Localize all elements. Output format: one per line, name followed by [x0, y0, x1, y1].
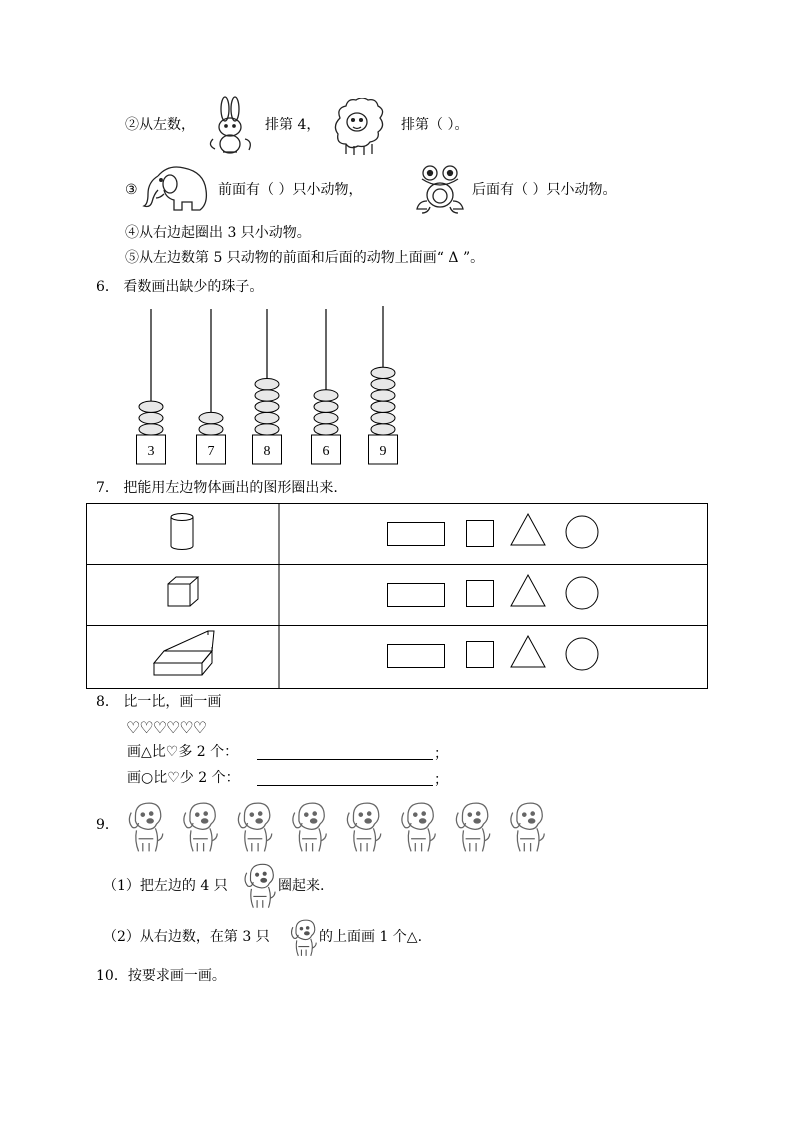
q5-line3-suffix: 后面有（ ）只小动物。 — [472, 182, 617, 198]
abacus-rod-5 — [369, 306, 398, 464]
rabbit-icon — [205, 95, 257, 155]
triangle-icon — [511, 575, 545, 606]
q9-num: 9． — [96, 817, 119, 833]
abacus-rod-4 — [312, 309, 341, 464]
q9-sub2-prefix: （2）从右边数，在第 3 只 — [103, 929, 270, 945]
dog-icon — [511, 803, 544, 851]
q8-title: 8． 比一比，画一画 — [96, 694, 222, 710]
cuboid-icon — [154, 631, 214, 675]
cylinder-icon — [171, 514, 193, 550]
sheep-icon — [332, 98, 384, 156]
q5-line3-prefix: ③ — [125, 182, 138, 198]
q8-line2-label: 画○比♡少 2 个： — [127, 770, 240, 786]
square-icon — [467, 642, 494, 668]
abacus-bead — [371, 390, 395, 401]
q9-sub1-prefix: （1）把左边的 4 只 — [103, 878, 228, 894]
abacus-label: 3 — [147, 444, 155, 459]
q5-line4: ④从右边起圈出 3 只小动物。 — [125, 225, 311, 241]
abacus-bead — [314, 390, 338, 401]
shapes-row-3 — [388, 636, 599, 670]
circle-icon — [566, 516, 598, 548]
q9-sub2-suffix: 的上面画 1 个△. — [319, 929, 423, 945]
q5-line2-middle: 排第 4， — [265, 117, 321, 133]
abacus-bead — [255, 424, 279, 435]
q7-table — [86, 503, 709, 690]
dog-icon — [293, 803, 326, 851]
square-icon — [467, 581, 494, 607]
abacus-bead — [371, 424, 395, 435]
abacus-rod-3 — [253, 309, 282, 464]
q5-line3-middle: 前面有（ ）只小动物， — [218, 182, 363, 198]
q7-title: 7． 把能用左边物体画出的图形圈出来. — [96, 480, 338, 496]
abacus-bead — [314, 424, 338, 435]
square-icon — [467, 521, 494, 547]
abacus-label: 8 — [263, 444, 271, 459]
shapes-row-1 — [388, 514, 599, 548]
abacus-bead — [371, 379, 395, 390]
q10-title: 10．按要求画一画。 — [96, 968, 226, 984]
rectangle-icon — [388, 523, 445, 546]
elephant-icon — [142, 164, 210, 216]
abacus-bead — [139, 424, 163, 435]
q8-line1-label: 画△比♡多 2 个： — [127, 744, 239, 760]
abacus-bead — [199, 412, 223, 423]
abacus-bead — [255, 412, 279, 423]
cube-icon — [168, 577, 198, 606]
q8-line1-end: ； — [434, 746, 448, 762]
rectangle-icon — [388, 584, 445, 607]
dog-icon — [289, 918, 317, 958]
circle-icon — [566, 577, 598, 609]
dog-icon — [456, 803, 489, 851]
abacus-bead — [371, 412, 395, 423]
abacus-rod-1 — [137, 309, 166, 464]
q9-sub1-suffix: 圈起来. — [278, 878, 325, 894]
abacus-label: 7 — [207, 444, 215, 459]
q8-line2-answer[interactable] — [257, 771, 433, 789]
dog-row — [124, 797, 554, 855]
dog-icon — [347, 803, 380, 851]
abacus-bead — [255, 379, 279, 390]
frog-icon — [414, 163, 466, 215]
q5-line2-suffix: 排第（ ）。 — [401, 117, 469, 133]
abacus-bead — [255, 401, 279, 412]
circle-icon — [566, 638, 598, 670]
abacus-bead — [371, 401, 395, 412]
q8-line1-answer[interactable] — [257, 745, 433, 763]
abacus-label: 6 — [322, 444, 330, 459]
abacus-bead — [314, 401, 338, 412]
rectangle-icon — [388, 645, 445, 668]
dog-icon — [184, 803, 217, 851]
q5-line2-prefix: ②从左数， — [125, 117, 195, 133]
dog-icon — [238, 803, 271, 851]
dog-icon — [242, 862, 276, 910]
abacus-bead — [139, 401, 163, 412]
abacus-rod-2 — [197, 309, 226, 464]
abacus-bead — [314, 412, 338, 423]
q8-line2-end: ； — [434, 772, 448, 788]
abacus-bead — [139, 412, 163, 423]
triangle-icon — [511, 636, 545, 667]
q8-hearts: ♡♡♡♡♡♡ — [126, 718, 207, 737]
abacus-bead — [371, 367, 395, 378]
dog-icon — [129, 803, 162, 851]
triangle-icon — [511, 514, 545, 545]
abacus-bead — [255, 390, 279, 401]
shapes-row-2 — [388, 575, 599, 609]
q5-line5: ⑤从左边数第 5 只动物的前面和后面的动物上面画“ Δ ”。 — [125, 250, 485, 266]
q6-title: 6． 看数画出缺少的珠子。 — [96, 279, 264, 295]
abacus-bead — [199, 424, 223, 435]
abacus-label: 9 — [379, 444, 387, 459]
abacus — [120, 300, 420, 470]
dog-icon — [402, 803, 435, 851]
